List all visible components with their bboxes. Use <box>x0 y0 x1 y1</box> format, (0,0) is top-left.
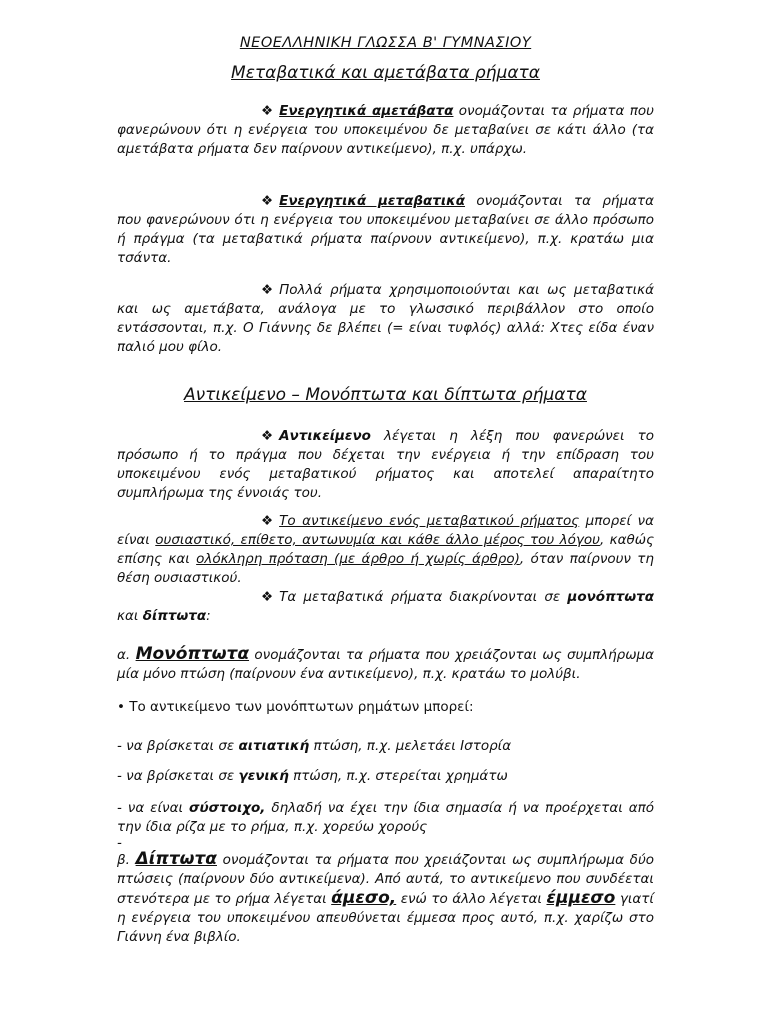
object-forms-u1: Το αντικείμενο ενός μεταβατικού ρήματος <box>279 513 580 529</box>
object-forms-u2: ουσιαστικό, επίθετο, αντωνυμία και κάθε άλλο μέρος του λόγου <box>155 532 600 548</box>
mono1-t2: πτώση, π.χ. μελετάει Ιστορία <box>309 738 512 754</box>
term-monoptota: Μονόπτωτα <box>135 644 250 664</box>
distinction-t1: Τα μεταβατικά ρήματα διακρίνονται σε <box>279 589 568 605</box>
diamond-bullet-icon: ❖ <box>261 282 274 298</box>
object-forms-t1: μπορεί να είναι <box>117 513 654 548</box>
diamond-bullet-icon: ❖ <box>261 103 274 119</box>
paragraph-transitive <box>117 192 654 268</box>
beta-label: β. <box>117 852 130 868</box>
mono3-t2: δηλαδή να έχει την ίδια σημασία ή να προέρχεται από την ίδια ρίζα με το ρήμα, π.χ. χορεύω χορούς <box>117 800 655 835</box>
paragraph-distinction <box>117 588 654 626</box>
text-both: Πολλά ρήματα χρησιμοποιούνται και ως μεταβατικά και ως αμετάβατα, ανάλογα με το γλωσσικό περιβάλλον στο οποίο εντάσσονται, π.χ. Ο Γιάννης δε βλέπει (= είναι τυφλός) αλλά: Χτες είδα έναν παλιό μου φίλο. <box>117 282 654 355</box>
term-indirect: έμμεσο <box>546 888 616 908</box>
mono2-t2: πτώση, π.χ. στερείται χρημάτω <box>288 768 508 784</box>
dash-text: - <box>117 835 122 851</box>
course-title-text: ΝΕΟΕΛΛΗΝΙΚΗ ΓΛΩΣΣΑ Β' ΓΥΜΝΑΣΙΟΥ <box>239 35 532 51</box>
mono1-b: αιτιατική <box>238 738 310 754</box>
mono1-t1: - να βρίσκεται σε <box>117 738 239 754</box>
mono-intro <box>117 698 654 717</box>
diptota-t3: γιατί η ενέργεια του υποκειμένου απευθύνεται έμμεσα προς αυτό, π.χ. χαρίζω στο Γιάννη ένα βιβλίο. <box>117 891 654 945</box>
diamond-bullet-icon: ❖ <box>261 589 274 605</box>
text-intransitive: ονομάζονται τα ρήματα που φανερώνουν ότι η ενέργεια του υποκειμένου δε μεταβαίνει σε κάτι άλλο (τα αμετάβατα ρήματα δεν παίρνουν αντικείμενο), π.χ. υπάρχω. <box>117 103 654 157</box>
paragraph-monoptota <box>117 645 654 684</box>
paragraph-object-forms <box>117 512 654 588</box>
diptota-t2: ενώ το άλλο λέγεται <box>396 891 547 907</box>
text-monoptota: ονομάζονται τα ρήματα που χρειάζονται ως συμπλήρωμα μία μόνο πτώση (παίρνουν ένα αντικείμενο), π.χ. κρατάω το μολύβι. <box>117 647 654 682</box>
distinction-t3: : <box>206 608 211 624</box>
paragraph-object <box>117 427 654 503</box>
mono-item-cognate <box>117 799 654 837</box>
mono-item-accusative <box>117 737 654 756</box>
page-title <box>117 64 654 83</box>
paragraph-both <box>117 281 654 357</box>
diamond-bullet-icon: ❖ <box>261 428 274 444</box>
course-title <box>117 34 654 53</box>
distinction-t2: και <box>117 608 143 624</box>
object-forms-t2: , καθώς επίσης και <box>117 532 655 567</box>
diamond-bullet-icon: ❖ <box>261 193 274 209</box>
mono2-t1: - να βρίσκεται σε <box>117 768 239 784</box>
term-diptota: Δίπτωτα <box>135 849 217 869</box>
mono3-b: σύστοιχο, <box>189 800 266 816</box>
page-title-text: Μεταβατικά και αμετάβατα ρήματα <box>231 63 540 83</box>
text-transitive: ονομάζονται τα ρήματα που φανερώνουν ότι η ενέργεια του υποκειμένου μεταβαίνει σε άλλο πρόσωπο ή πράγμα (τα μεταβατικά ρήματα παίρνουν αντικείμενο), π.χ. κρατάω μια τσάντα. <box>117 193 654 266</box>
distinction-mono: μονόπτωτα <box>567 589 654 605</box>
diptota-t1: ονομάζονται τα ρήματα που χρειάζονται ως συμπλήρωμα δύο πτώσεις (παίρνουν δύο αντικείμενα). Από αυτά, το αντικείμενο που συνδέεται στενότερα με το ρήμα λέγεται <box>117 852 655 907</box>
mono2-b: γενική <box>238 768 289 784</box>
term-direct: άμεσο, <box>331 888 397 908</box>
mono3-t1: - να είναι <box>117 800 189 816</box>
object-forms-u3: ολόκληρη πρόταση (με άρθρο ή χωρίς άρθρο) <box>196 551 520 567</box>
paragraph-intransitive <box>117 102 654 159</box>
alpha-label: α. <box>117 647 131 663</box>
object-forms-t3: , όταν παίρνουν τη θέση ουσιαστικού. <box>117 551 654 586</box>
mono-item-genitive <box>117 767 654 786</box>
term-object: Αντικείμενο <box>279 428 371 444</box>
term-transitive: Ενεργητικά μεταβατικά <box>279 193 466 209</box>
mono-intro-text: • Το αντικείμενο των μονόπτωτων ρημάτων μπορεί: <box>117 699 474 715</box>
section-title <box>117 386 654 405</box>
diamond-bullet-icon: ❖ <box>261 513 274 529</box>
text-object: λέγεται η λέξη που φανερώνει το πρόσωπο ή το πράγμα που δέχεται την ενέργεια ή την επίδραση του υποκειμένου ενός μεταβατικού ρήματος και αποτελεί απαραίτητο συμπλήρωμα της έννοιάς του. <box>117 428 654 501</box>
distinction-di: δίπτωτα <box>142 608 207 624</box>
term-intransitive: Ενεργητικά αμετάβατα <box>279 103 454 119</box>
section-title-text: Αντικείμενο – Μονόπτωτα και δίπτωτα ρήματα <box>184 385 587 405</box>
paragraph-diptota <box>117 850 654 947</box>
